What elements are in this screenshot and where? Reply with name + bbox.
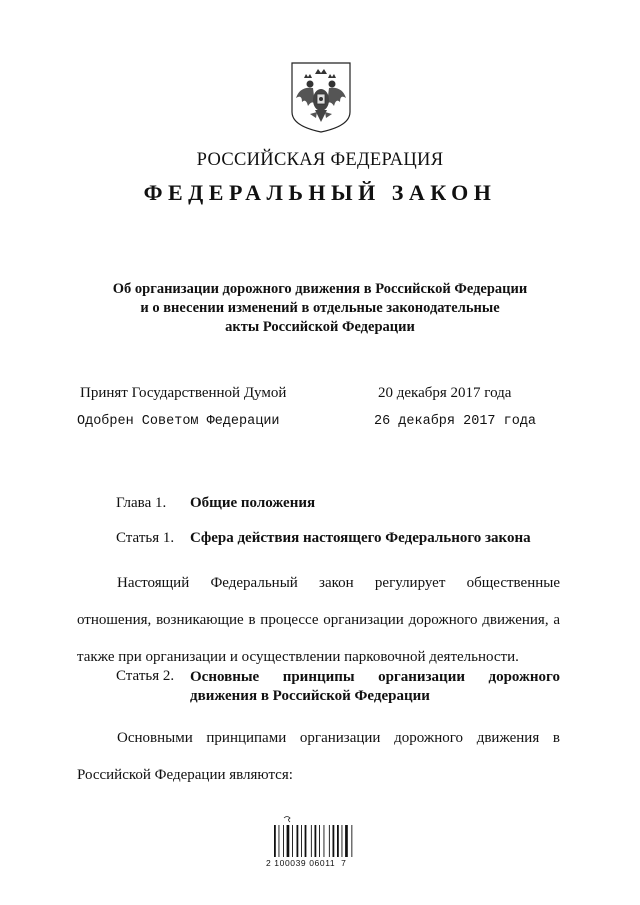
law-title-line: и о внесении изменений в отдельные законодательные [140, 300, 500, 316]
adopted-date: 20 декабря 2017 года [378, 385, 512, 401]
chapter-label: Глава 1. [116, 495, 167, 511]
article-2-title [190, 668, 560, 706]
article-1-title: Сфера действия настоящего Федерального закона [190, 530, 531, 546]
approved-date: 26 декабря 2017 года [374, 414, 537, 429]
article-2-title-line: движения в Российской Федерации [190, 688, 430, 704]
article-1-text-line: Настоящий Федеральный закон регулирует общественные [117, 575, 560, 591]
law-title-line: Об организации дорожного движения в Российской Федерации [112, 281, 528, 297]
article-2-text-line: Российской Федерации являются: [77, 767, 293, 783]
approved-by-council-label: Одобрен Советом Федерации [77, 414, 280, 429]
chapter-title: Общие положения [190, 495, 316, 511]
article-1-text-line: также при организации и осуществлении парковочной деятельности. [77, 649, 519, 665]
law-title [60, 280, 580, 337]
country-heading: РОССИЙСКАЯ ФЕДЕРАЦИЯ [196, 150, 444, 170]
article-2-title-line: Основные принципы организации дорожного [190, 669, 560, 685]
article-2-text-line: Основными принципами организации дорожного движения в [117, 730, 560, 746]
article-1-label: Статья 1. [116, 530, 175, 546]
barcode-number: 2 100039 06011 7 [266, 858, 347, 868]
barcode-image [268, 815, 358, 859]
article-2-text [77, 720, 560, 794]
article-1-text-line: отношения, возникающие в процессе организации дорожного движения, а [77, 612, 560, 628]
state-emblem [288, 60, 354, 134]
article-1-text [77, 565, 560, 676]
law-type-heading: ФЕДЕРАЛЬНЫЙ ЗАКОН [143, 180, 497, 205]
adopted-by-duma-label: Принят Государственной Думой [80, 385, 287, 401]
law-title-line: акты Российской Федерации [225, 319, 415, 335]
article-2-label: Статья 2. [116, 668, 175, 684]
